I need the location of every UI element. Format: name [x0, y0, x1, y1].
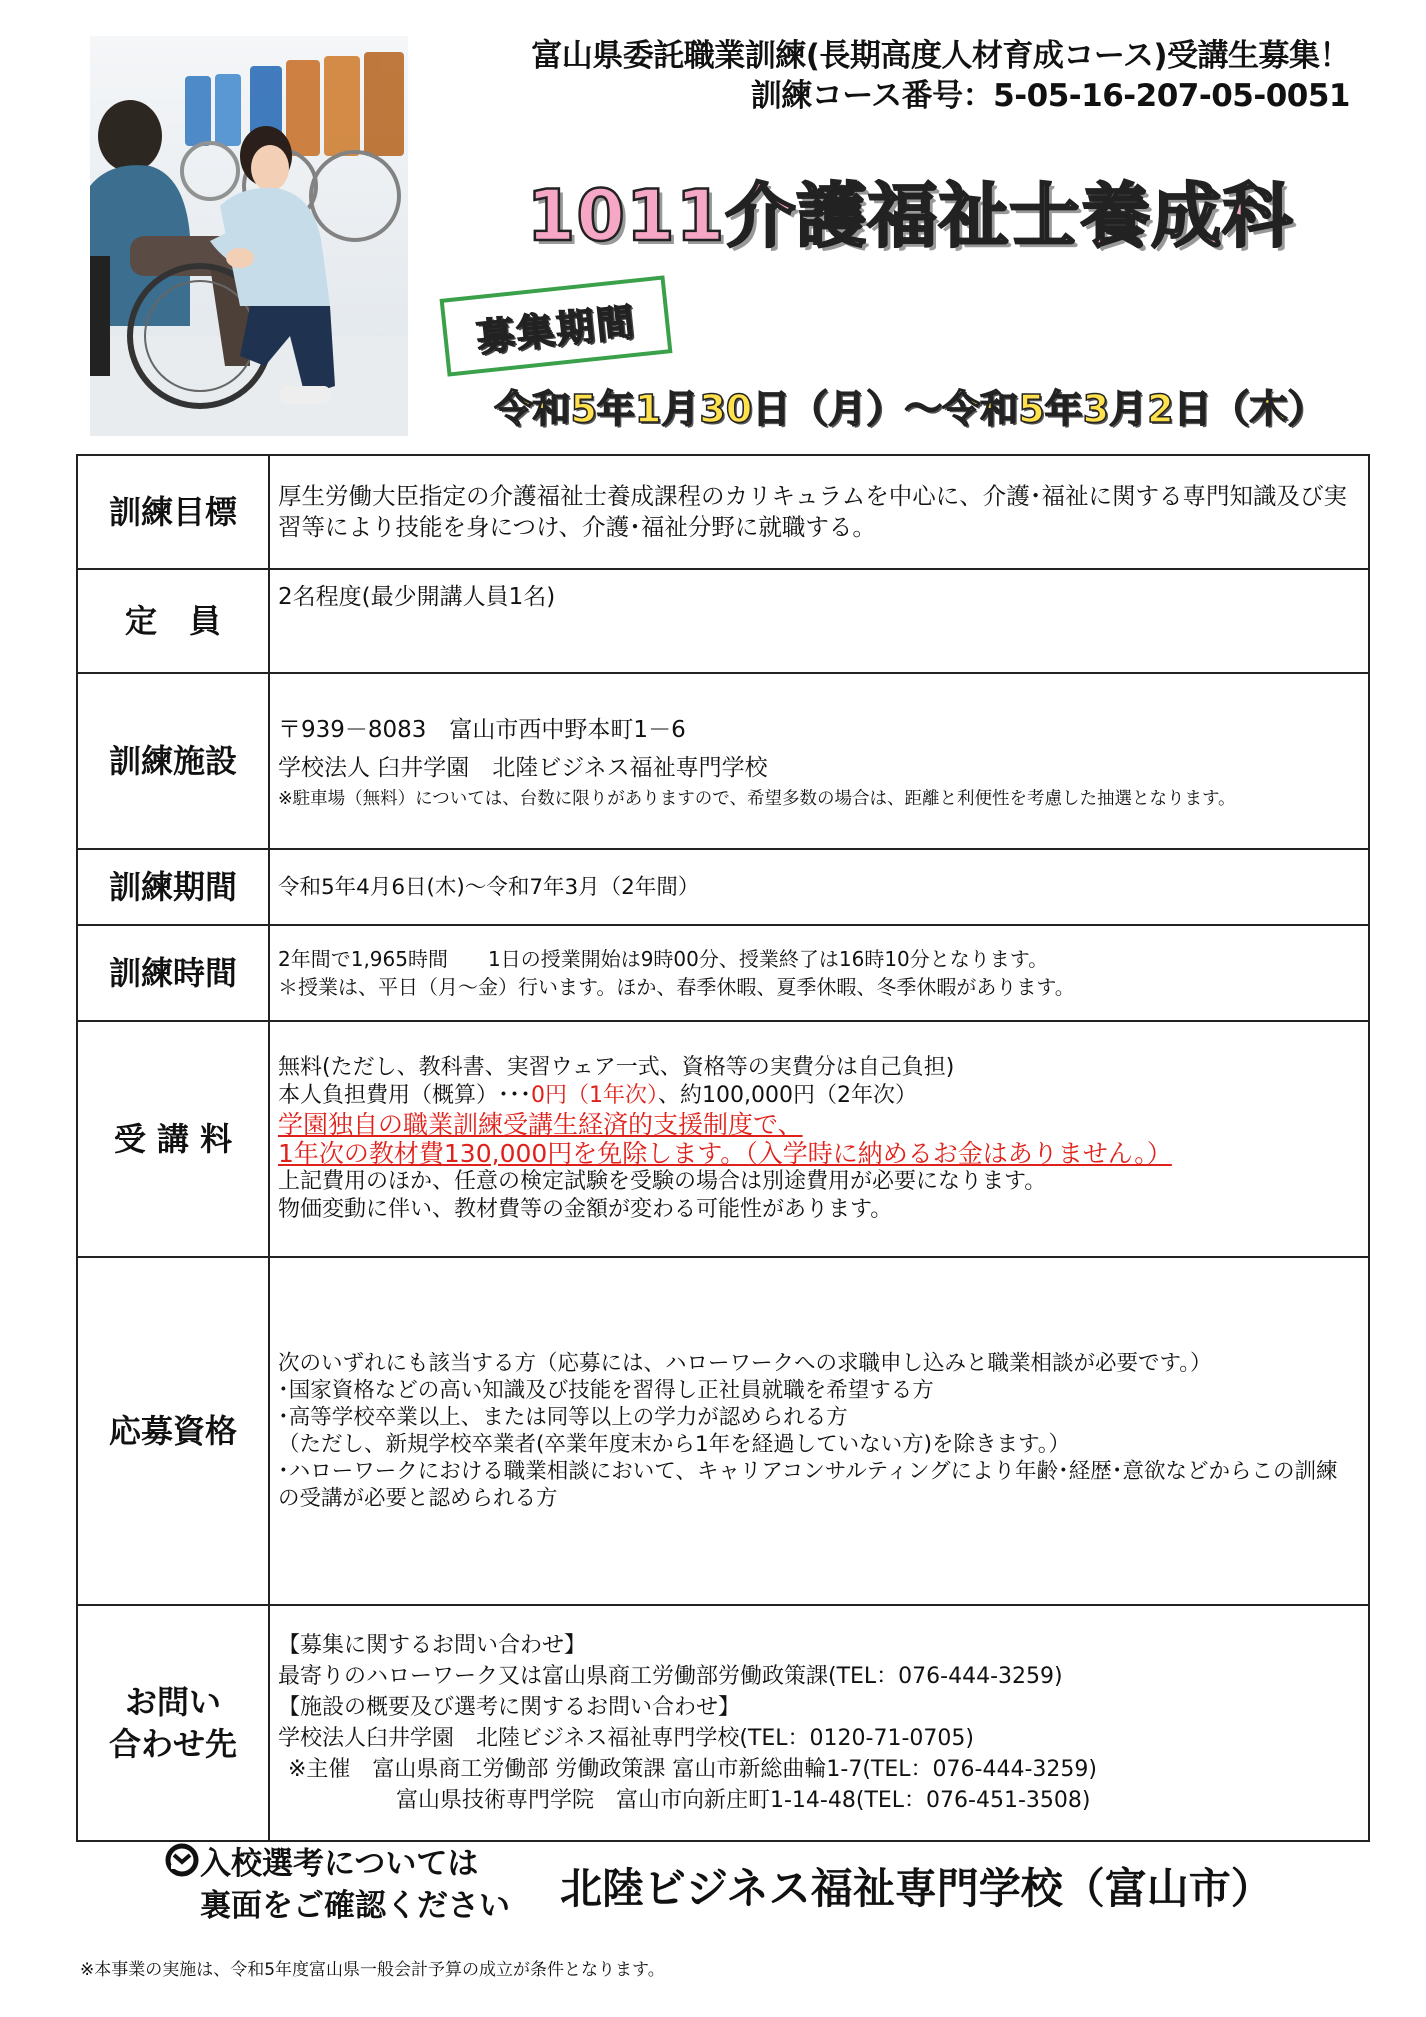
exam-info-line1: 入校選考については [200, 1846, 479, 1882]
contact-line4: 学校法人臼井学園 北陸ビジネス福祉専門学校(TEL：0120-71-0705) [278, 1726, 974, 1751]
recruitment-period-label: 募集期間 [474, 299, 639, 360]
hours-cell [269, 925, 1369, 1021]
capacity-text-content: 2名程度(最少開講人員1名) [278, 584, 556, 610]
fee-line2-prefix: 本人負担費用（概算）･･･ [278, 1083, 532, 1108]
recruit-headline: 富山県委託職業訓練(長期高度人材育成コース)受講生募集！ [531, 38, 1350, 74]
capacity-text [269, 569, 1369, 673]
caregiver-photo [90, 36, 408, 436]
fee-line2-suffix: 、約100,000円（2年次） [658, 1083, 917, 1108]
course-title: 1011介護福祉士養成科 [526, 175, 1294, 257]
row-hours [77, 925, 1369, 1021]
exam-info-line2: 裏面をご確認ください [200, 1888, 510, 1924]
eligibility-line1: 次のいずれにも該当する方（応募には、ハローワークへの求職申し込みと職業相談が必要です。） [278, 1351, 1212, 1376]
footer-school-name: 北陸ビジネス福祉専門学校（富山市） [560, 1864, 1273, 1913]
contact-line6: 富山県技術専門学院 富山市向新庄町1-14-48(TEL：076-451-3508) [396, 1788, 1091, 1813]
period-text [269, 849, 1369, 925]
contact-label-line2: 合わせ先 [108, 1725, 237, 1763]
capacity-label: 定 員 [77, 569, 269, 673]
contact-cell [269, 1605, 1369, 1841]
row-period [77, 849, 1369, 925]
fee-line1: 無料(ただし、教科書、実習ウェア一式、資格等の実費分は自己負担) [278, 1055, 955, 1080]
period-label: 訓練期間 [77, 849, 269, 925]
eligibility-line4: （ただし、新規学校卒業者(卒業年度末から1年を経過していない方)を除きます。） [278, 1432, 1070, 1457]
facility-parking-note: ※駐車場（無料）については、台数に限りがありますので、希望多数の場合は、距離と利便性を考慮した抽選となります。 [278, 789, 1236, 809]
course-info-table [76, 454, 1370, 1842]
eligibility-line5: ･ハローワークにおける職業相談において、キャリアコンサルティングにより年齢･経歴･意欲などからこの訓練の受講が必要と認められる方 [278, 1459, 1338, 1511]
contact-line5: ※主催 富山県商工労働部 労働政策課 富山市新総曲輪1-7(TEL：076-444-3259) [288, 1757, 1097, 1782]
row-goal [77, 455, 1369, 569]
contact-label [77, 1605, 269, 1841]
contact-line1: 【募集に関するお問い合わせ】 [278, 1633, 587, 1658]
fee-support-line2: 1年次の教材費130,000円を免除します。（入学時に納めるお金はありません。） [278, 1139, 1172, 1168]
eligibility-line2: ･国家資格などの高い知識及び技能を習得し正社員就職を希望する方 [278, 1378, 934, 1403]
recruitment-period-dates: 令和5年1月30日（月）～令和5年3月2日（木） [494, 387, 1326, 431]
course-number: 訓練コース番号：5-05-16-207-05-0051 [750, 78, 1350, 114]
contact-line2: 最寄りのハローワーク又は富山県商工労働部労働政策課(TEL：076-444-3259) [278, 1664, 1063, 1689]
arrow-loop-icon [165, 1843, 199, 1877]
facility-school: 学校法人 臼井学園 北陸ビジネス福祉専門学校 [278, 755, 768, 781]
facility-label: 訓練施設 [77, 673, 269, 849]
budget-note: ※本事業の実施は、令和5年度富山県一般会計予算の成立が条件となります。 [80, 1960, 665, 1980]
goal-text-content: 厚生労働大臣指定の介護福祉士養成課程のカリキュラムを中心に、介護･福祉に関する専門知識及び実習等により技能を身につけ、介護･福祉分野に就職する。 [278, 482, 1348, 541]
row-eligibility [77, 1257, 1369, 1605]
facility-cell [269, 673, 1369, 849]
row-capacity [77, 569, 1369, 673]
fee-label: 受 講 料 [77, 1021, 269, 1257]
goal-text [269, 455, 1369, 569]
row-fee [77, 1021, 1369, 1257]
row-facility [77, 673, 1369, 849]
hours-label: 訓練時間 [77, 925, 269, 1021]
eligibility-cell [269, 1257, 1369, 1605]
eligibility-line3: ･高等学校卒業以上、または同等以上の学力が認められる方 [278, 1405, 848, 1430]
contact-label-line1: お問い [124, 1683, 221, 1721]
eligibility-label: 応募資格 [77, 1257, 269, 1605]
row-contact [77, 1605, 1369, 1841]
recruitment-period-badge [440, 275, 673, 376]
fee-first-year-amount: 0円（1年次） [531, 1083, 659, 1108]
fee-line4: 物価変動に伴い、教材費等の金額が変わる可能性があります。 [278, 1197, 893, 1222]
period-text-content: 令和5年4月6日(木)～令和7年3月（2年間） [278, 874, 700, 900]
facility-address: 〒939－8083 富山市西中野本町1－6 [278, 717, 686, 743]
goal-label: 訓練目標 [77, 455, 269, 569]
fee-line3: 上記費用のほか、任意の検定試験を受験の場合は別途費用が必要になります。 [278, 1169, 1047, 1194]
fee-line2 [278, 1082, 1358, 1110]
fee-support-line1: 学園独自の職業訓練受講生経済的支援制度で、 [278, 1110, 803, 1139]
hours-line2: ＊授業は、平日（月～金）行います。ほか、春季休暇、夏季休暇、冬季休暇があります。 [278, 975, 1075, 999]
contact-line3: 【施設の概要及び選考に関するお問い合わせ】 [278, 1695, 741, 1720]
hours-line1: 2年間で1,965時間 1日の授業開始は9時00分、授業終了は16時10分となります。 [278, 947, 1049, 971]
fee-cell [269, 1021, 1369, 1257]
